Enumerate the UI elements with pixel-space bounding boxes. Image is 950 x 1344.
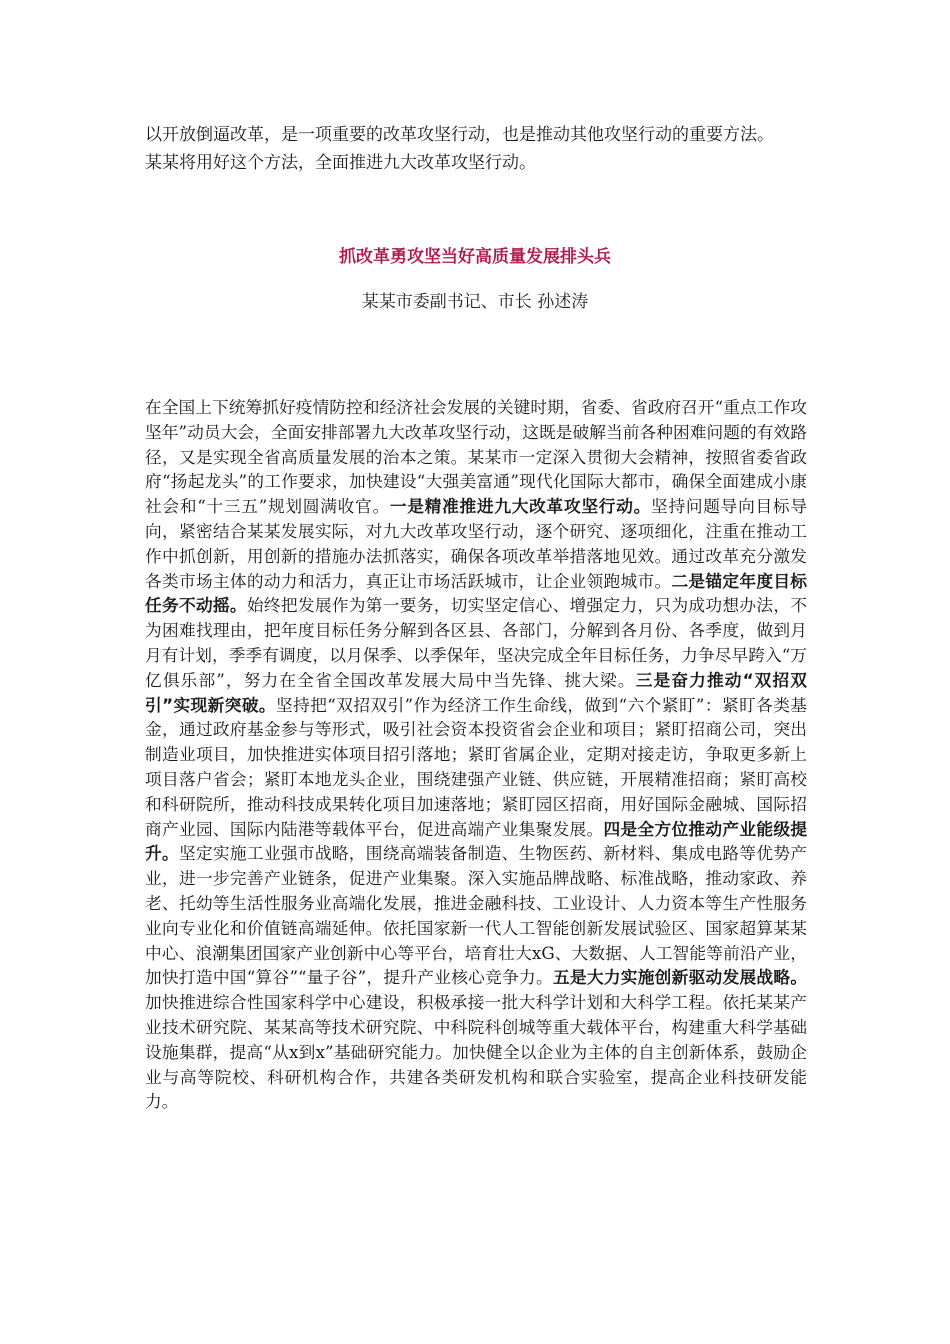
intro-line-1: 以开放倒逼改革，是一项重要的改革攻坚行动，也是推动其他攻坚行动的重要方法。 <box>145 125 774 145</box>
article-title: 抓改革勇攻坚当好高质量发展排头兵 <box>339 247 611 267</box>
heading-point-3: 三是奋力推动“双招双引”实现新突破。 <box>145 669 807 715</box>
body-text-0: 在全国上下统筹抓好疫情防控和经济社会发展的关键时期，省委、省政府召开“重点工作攻坚年”动员大会，全面安排部署九大改革攻坚行动，这既是破解当前各种困难问题的有效路径，又是实现全省高质量发展的治本之策。某某市一定深入贯彻大会精神，按照省委省政府“扬起龙头”的工作要求，加快建设“大强美富通”现代化国际大都市，确保全面建成小康社会和“十三五”规划圆满收官。 <box>145 397 807 517</box>
article-body <box>145 395 807 1114</box>
heading-point-1: 一是精准推进九大改革攻坚行动。 <box>389 496 652 517</box>
heading-point-4: 四是全方位推动产业能级提升。 <box>145 818 808 864</box>
body-text-5: 加快推进综合性国家科学中心建设，积极承接一批大科学计划和大科学工程。依托某某产业技术研究院、某某高等技术研究院、中科院科创城等重大载体平台，构建重大科学基础设施集群，提高“从x到x”基础研究能力。加快健全以企业为主体的自主创新体系，鼓励企业与高等院校、科研机构合作，共建各类研发机构和联合实验室，提高企业科技研发能力。 <box>145 992 807 1112</box>
intro-line-2: 某某将用好这个方法，全面推进九大改革攻坚行动。 <box>145 152 536 173</box>
body-text-4: 坚定实施工业强市战略，围绕高端装备制造、生物医药、新材料、集成电路等优势产业，进一步完善产业链条，促进产业集聚。深入实施品牌战略、标准战略，推动家政、养老、托幼等生活性服务业高端化发展，推进金融科技、工业设计、人力资本等生产性服务业向专业化和价值链高端延伸。依托国家新一代人工智能创新发展试验区、国家超算某某中心、浪潮集团国家产业创新中心等平台，培育壮大xG、大数据、人工智能等前沿产业，加快打造中国“算谷”“量子谷”，提升产业核心竞争力。 <box>145 843 808 988</box>
heading-point-2: 二是锚定年度目标任务不动摇。 <box>145 570 807 616</box>
heading-point-5: 五是大力实施创新驱动发展战略。 <box>552 967 808 988</box>
body-text-3: 坚持把“双招双引”作为经济工作生命线，做到“六个紧盯”：紧盯各类基金，通过政府基金参与等形式，吸引社会资本投资省会企业和项目；紧盯招商公司，突出制造业项目，加快推进实体项目招引落地；紧盯省属企业，定期对接走访，争取更多新上项目落户省会；紧盯本地龙头企业，围绕建强产业链、供应链，开展精准招商；紧盯高校和科研院所，推动科技成果转化项目加速落地；紧盯园区招商，用好国际金融城、国际招商产业园、国际内陆港等载体平台，促进高端产业集聚发展。 <box>145 694 807 839</box>
article-author: 某某市委副书记、市长 孙述涛 <box>361 292 589 312</box>
body-text-2: 始终把发展作为第一要务，切实坚定信心、增强定力，只为成功想办法，不为困难找理由，把年度目标任务分解到各区县、各部门，分解到各月份、各季度，做到月月有计划，季季有调度，以月保季、以季保年，坚决完成全年目标任务，力争尽早跨入“万亿俱乐部”，努力在全省全国改革发展大局中当先锋、挑大梁。 <box>145 595 808 690</box>
body-text-1: 坚持问题导向目标导向，紧密结合某某发展实际，对九大改革攻坚行动，逐个研究、逐项细化，注重在推动工作中抓创新，用创新的措施办法抓落实，确保各项改革举措落地见效。通过改革充分激发各类市场主体的动力和活力，真正让市场活跃城市，让企业领跑城市。 <box>145 496 808 591</box>
intro-paragraph <box>145 122 805 177</box>
